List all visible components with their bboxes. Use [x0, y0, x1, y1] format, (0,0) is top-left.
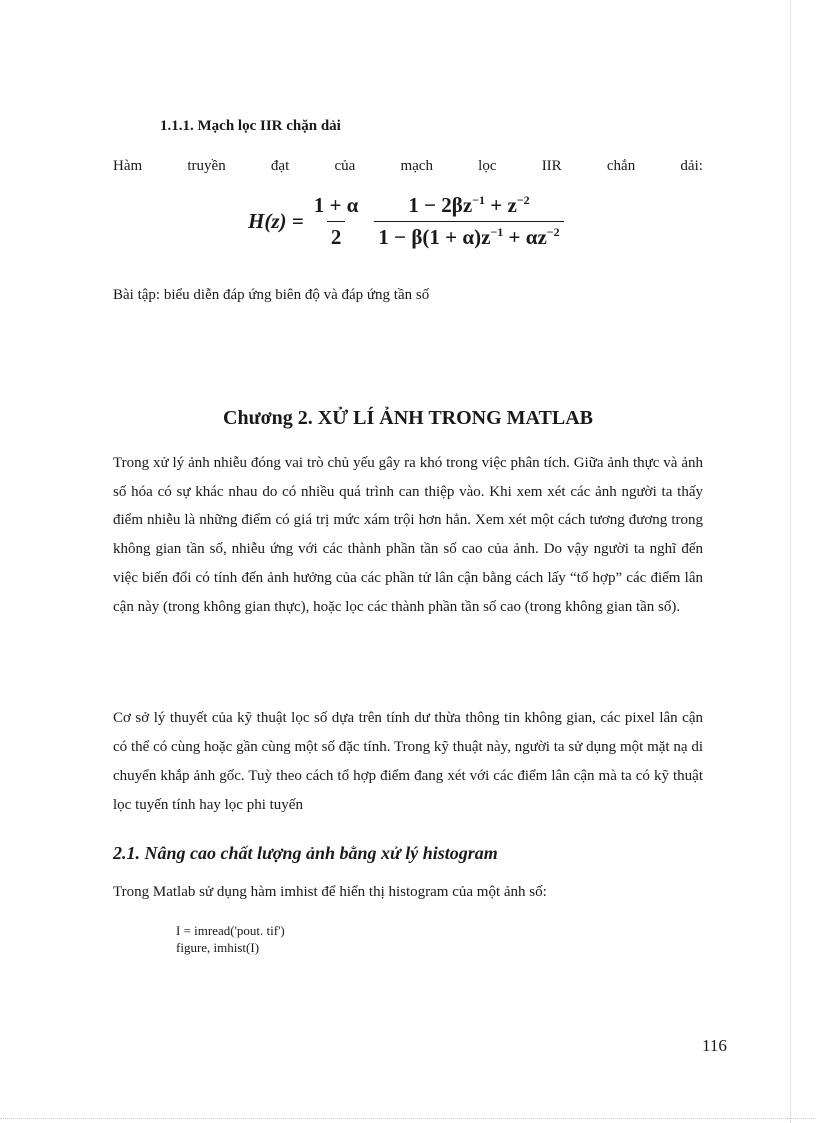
chapter-title: Chương 2. XỬ LÍ ẢNH TRONG MATLAB — [223, 407, 593, 429]
subsection-title: 2.1. Nâng cao chất lượng ảnh bằng xử lý histogram — [113, 843, 498, 863]
exercise-text: Bài tập: biểu diễn đáp ứng biên độ và đáp ứng tần số — [113, 287, 430, 303]
formula-exponent: −1 — [472, 193, 486, 207]
intro-word: dải: — [680, 158, 703, 174]
formula-fraction-2 — [374, 193, 563, 250]
transfer-function-intro — [113, 158, 703, 175]
formula-term: 1 − 2βz — [408, 193, 473, 217]
matlab-intro-text: Trong Matlab sử dụng hàm imhist để hiển thị histogram của một ảnh số: — [113, 884, 547, 900]
formula-term: 1 − β(1 + α)z — [378, 225, 491, 249]
paragraph-noise: Trong xử lý ảnh nhiễu đóng vai trò chủ yếu gây ra khó trong việc phân tích. Giữa ảnh thực và ảnh số hóa có sự khác nhau do có nhiều quá trình can thiệp vào. Khi xem xét các ảnh người ta thấy điểm nhiễu là những điểm có giá trị mức xám trội hơn hẳn. Xem xét một cách tương đương trong không gian tần số, nhiễu ứng với các thành phần tần số cao của ảnh. Do vậy người ta nghĩ đến việc biến đổi có tính đến ảnh hưởng của các phần tử lân cận bằng cách lấy “tổ hợp” các điểm lân cận này (trong không gian thực), hoặc lọc các thành phần tần số cao (trong không gian tần số). — [113, 455, 703, 615]
formula-frac1-denominator: 2 — [327, 221, 346, 250]
formula-frac1-numerator: 1 + α — [313, 193, 359, 217]
code-line: I = imread('pout. tif') — [176, 923, 285, 938]
intro-word: truyền — [187, 158, 226, 174]
code-line: figure, imhist(I) — [176, 940, 260, 955]
code-block — [176, 922, 285, 956]
formula-term: + z — [485, 193, 517, 217]
intro-word: chắn — [606, 158, 636, 174]
paragraph-filter-theory: Cơ sở lý thuyết của kỹ thuật lọc số dựa trên tính dư thừa thông tin không gian, các pixel lân cận có thể có cùng hoặc gần cùng một số đặc tính. Trong kỹ thuật này, người ta sử dụng một mặt nạ di chuyển khắp ảnh gốc. Tuỳ theo cách tổ hợp điểm đang xét với các điểm lân cận mà ta có kỹ thuật lọc tuyến tính hay lọc phi tuyến — [113, 710, 703, 813]
page-frame-right — [790, 0, 791, 1123]
transfer-function-formula — [248, 193, 570, 250]
section-heading: 1.1.1. Mạch lọc IIR chặn dải — [160, 118, 341, 134]
intro-word: mạch — [400, 158, 433, 174]
intro-word: đạt — [270, 158, 290, 174]
page-frame-bottom — [0, 1118, 816, 1119]
formula-exponent: −2 — [546, 225, 560, 239]
page-number: 116 — [702, 1036, 727, 1055]
formula-lhs: H(z) = — [248, 209, 304, 233]
formula-frac2-numerator — [404, 193, 533, 221]
intro-word: Hàm — [113, 158, 143, 174]
formula-exponent: −1 — [490, 225, 504, 239]
intro-word: IIR — [541, 158, 562, 174]
formula-exponent: −2 — [516, 193, 530, 207]
formula-frac2-denominator — [374, 221, 563, 250]
formula-fraction-1 — [310, 193, 363, 250]
formula-term: + αz — [503, 225, 547, 249]
intro-word: lọc — [478, 158, 497, 174]
intro-word: của — [334, 158, 356, 174]
